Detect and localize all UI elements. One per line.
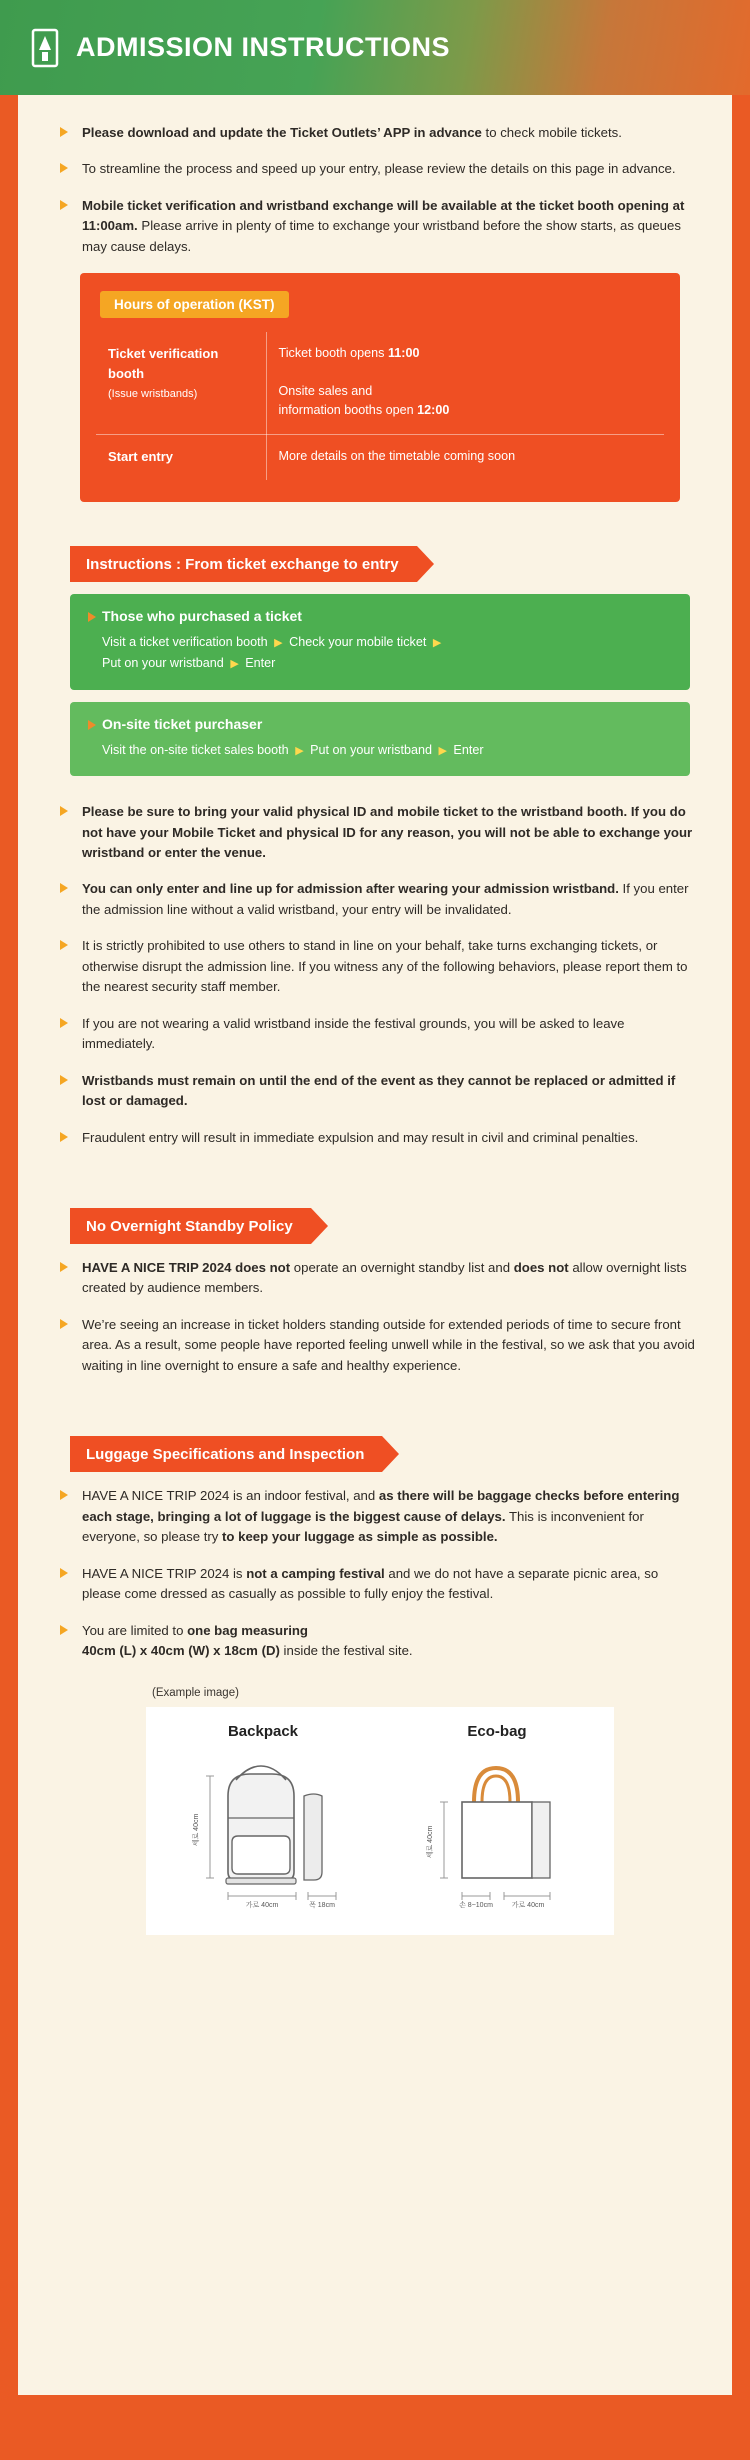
bullet-triangle-icon (60, 127, 68, 137)
list-item (60, 1315, 700, 1376)
list-item (60, 1621, 700, 1662)
bullet-text: Fraudulent entry will result in immediate expulsion and may result in civil and criminal penalties. (82, 1129, 639, 1145)
flow-title: On-site ticket purchaser (88, 716, 672, 732)
hours-table (96, 332, 664, 480)
svg-text:세로 40cm: 세로 40cm (193, 1814, 200, 1847)
page-title: ADMISSION INSTRUCTIONS (76, 32, 451, 62)
bullet-text: If you are not wearing a valid wristband inside the festival grounds, you will be asked to leave immediately. (82, 1015, 625, 1052)
flow-box-ticket-purchased (70, 594, 690, 689)
bullet-triangle-icon (60, 200, 68, 210)
table-row (96, 434, 664, 480)
bullet-triangle-icon (60, 1625, 68, 1635)
svg-text:세로 40cm: 세로 40cm (427, 1826, 434, 1859)
flow-steps: Visit the on-site ticket sales booth ▶ Put on your wristband ▶ Enter (102, 742, 484, 757)
list-item (60, 159, 700, 179)
list-item (60, 1258, 700, 1299)
list-item (60, 1071, 700, 1112)
standby-bullet-list (60, 1258, 700, 1376)
flow-steps: Visit a ticket verification booth ▶ Check your mobile ticket ▶ Put on your wristband ▶ Enter (102, 635, 442, 670)
luggage-example-image (146, 1707, 614, 1935)
bullet-triangle-icon (60, 883, 68, 893)
instructions-ribbon-heading: Instructions : From ticket exchange to entry (70, 546, 417, 582)
hours-label-text: Ticket verification booth (108, 346, 219, 381)
bullet-text: You can only enter and line up for admission after wearing your admission wristband. If you enter the admission line without a valid wristband, your entry will be invalidated. (82, 881, 689, 917)
luggage-ribbon-heading: Luggage Specifications and Inspection (70, 1436, 382, 1472)
bullet-text: Wristbands must remain on until the end of the event as they cannot be replaced or admitted if lost or damaged. (82, 1072, 676, 1109)
bag-eco-bag (380, 1707, 614, 1935)
bullet-triangle-icon (60, 163, 68, 173)
svg-text:손 8~10cm: 손 8~10cm (459, 1902, 493, 1910)
example-image-label: (Example image) (152, 1687, 239, 1700)
list-item (60, 1014, 700, 1055)
standby-ribbon-heading: No Overnight Standby Policy (70, 1208, 311, 1244)
table-row (96, 332, 664, 434)
list-item (60, 123, 700, 143)
bullet-triangle-icon (60, 1568, 68, 1578)
bullet-text: Mobile ticket verification and wristband exchange will be available at the ticket booth opening at 11:00am. Please arrive in plenty of time to exchange your wristband before the show starts, as queues may cause delays. (82, 197, 685, 254)
content-panel (18, 95, 732, 2395)
bullet-triangle-icon (60, 1319, 68, 1329)
backpack-diagram (158, 1750, 368, 1915)
list-item (60, 196, 700, 257)
bullet-text: HAVE A NICE TRIP 2024 is an indoor festival, and as there will be baggage checks before entering each stage, bringing a lot of luggage is the biggest cause of delays. This is inconvenient for everyone, so please try to keep your luggage as simple as possible. (82, 1488, 680, 1545)
bag-name: Backpack (227, 1723, 299, 1741)
hours-of-operation-box (80, 273, 680, 502)
luggage-bullet-list (60, 1486, 700, 1661)
list-item (60, 1564, 700, 1605)
list-item (60, 802, 700, 863)
list-item (60, 1128, 700, 1148)
hours-title: Hours of operation (KST) (100, 291, 289, 318)
bullet-text: Please download and update the Ticket Outlets’ APP in advance to check mobile tickets. (82, 125, 622, 140)
list-item (60, 1486, 700, 1547)
bullet-text: We’re seeing an increase in ticket holders standing outside for extended periods of time to secure front area. As a result, some people have reported feeling unwell while in the festival, so we ask that you avoid waiting in line overnight to ensure a safe and healthy experience. (82, 1316, 695, 1373)
bullet-triangle-icon (60, 1132, 68, 1142)
page-header (0, 0, 750, 95)
hours-row-label (96, 434, 266, 480)
hours-label-sub: (Issue wristbands) (108, 388, 198, 401)
svg-text:폭 18cm: 폭 18cm (309, 1902, 335, 1910)
bullet-text: To streamline the process and speed up your entry, please review the details on this page in advance. (82, 161, 676, 177)
hours-label-text: Start entry (108, 448, 174, 464)
bullet-triangle-icon (60, 806, 68, 816)
bag-backpack (146, 1707, 380, 1935)
list-item (60, 879, 700, 920)
flow-box-onsite-purchaser (70, 702, 690, 777)
bullet-triangle-icon (60, 1075, 68, 1085)
bullet-triangle-icon (60, 1262, 68, 1272)
bullet-text: HAVE A NICE TRIP 2024 does not operate an overnight standby list and does not allow overnight lists created by audience members. (82, 1260, 687, 1296)
hours-row-value: Ticket booth opens 11:00 Onsite sales and information booths open 12:00 (266, 332, 664, 434)
bullet-triangle-icon (60, 1018, 68, 1028)
hours-row-value: More details on the timetable coming soon (278, 448, 516, 463)
bullet-triangle-icon (60, 940, 68, 950)
bullet-text: It is strictly prohibited to use others to stand in line on your behalf, take turns exchanging tickets, or otherwise disrupt the admission line. If you witness any of the following behaviors, please report them to the nearest security staff member. (82, 938, 688, 995)
list-item (60, 936, 700, 997)
svg-text:가로 40cm: 가로 40cm (245, 1902, 279, 1910)
bullet-text: HAVE A NICE TRIP 2024 is not a camping festival and we do not have a separate picnic area, so please come dressed as casually as possible to fully enjoy the festival. (82, 1565, 659, 1602)
bullet-text: Please be sure to bring your valid physical ID and mobile ticket to the wristband booth. If you do not have your Mobile Ticket and physical ID for any reason, you will not be able to exchange your wristband or enter the venue. (82, 804, 693, 861)
svg-text:가로 40cm: 가로 40cm (511, 1902, 545, 1910)
bullet-text: You are limited to one bag measuring 40cm (L) x 40cm (W) x 18cm (D) inside the festival site. (82, 1622, 413, 1658)
rules-bullet-list (60, 802, 700, 1148)
bullet-triangle-icon (60, 1490, 68, 1500)
ticket-gate-icon (30, 28, 60, 68)
bag-name: Eco-bag (467, 1723, 527, 1741)
ecobag-diagram (392, 1750, 602, 1915)
hours-row-label (96, 332, 266, 434)
intro-bullet-list (60, 123, 700, 257)
flow-title: Those who purchased a ticket (88, 608, 672, 624)
